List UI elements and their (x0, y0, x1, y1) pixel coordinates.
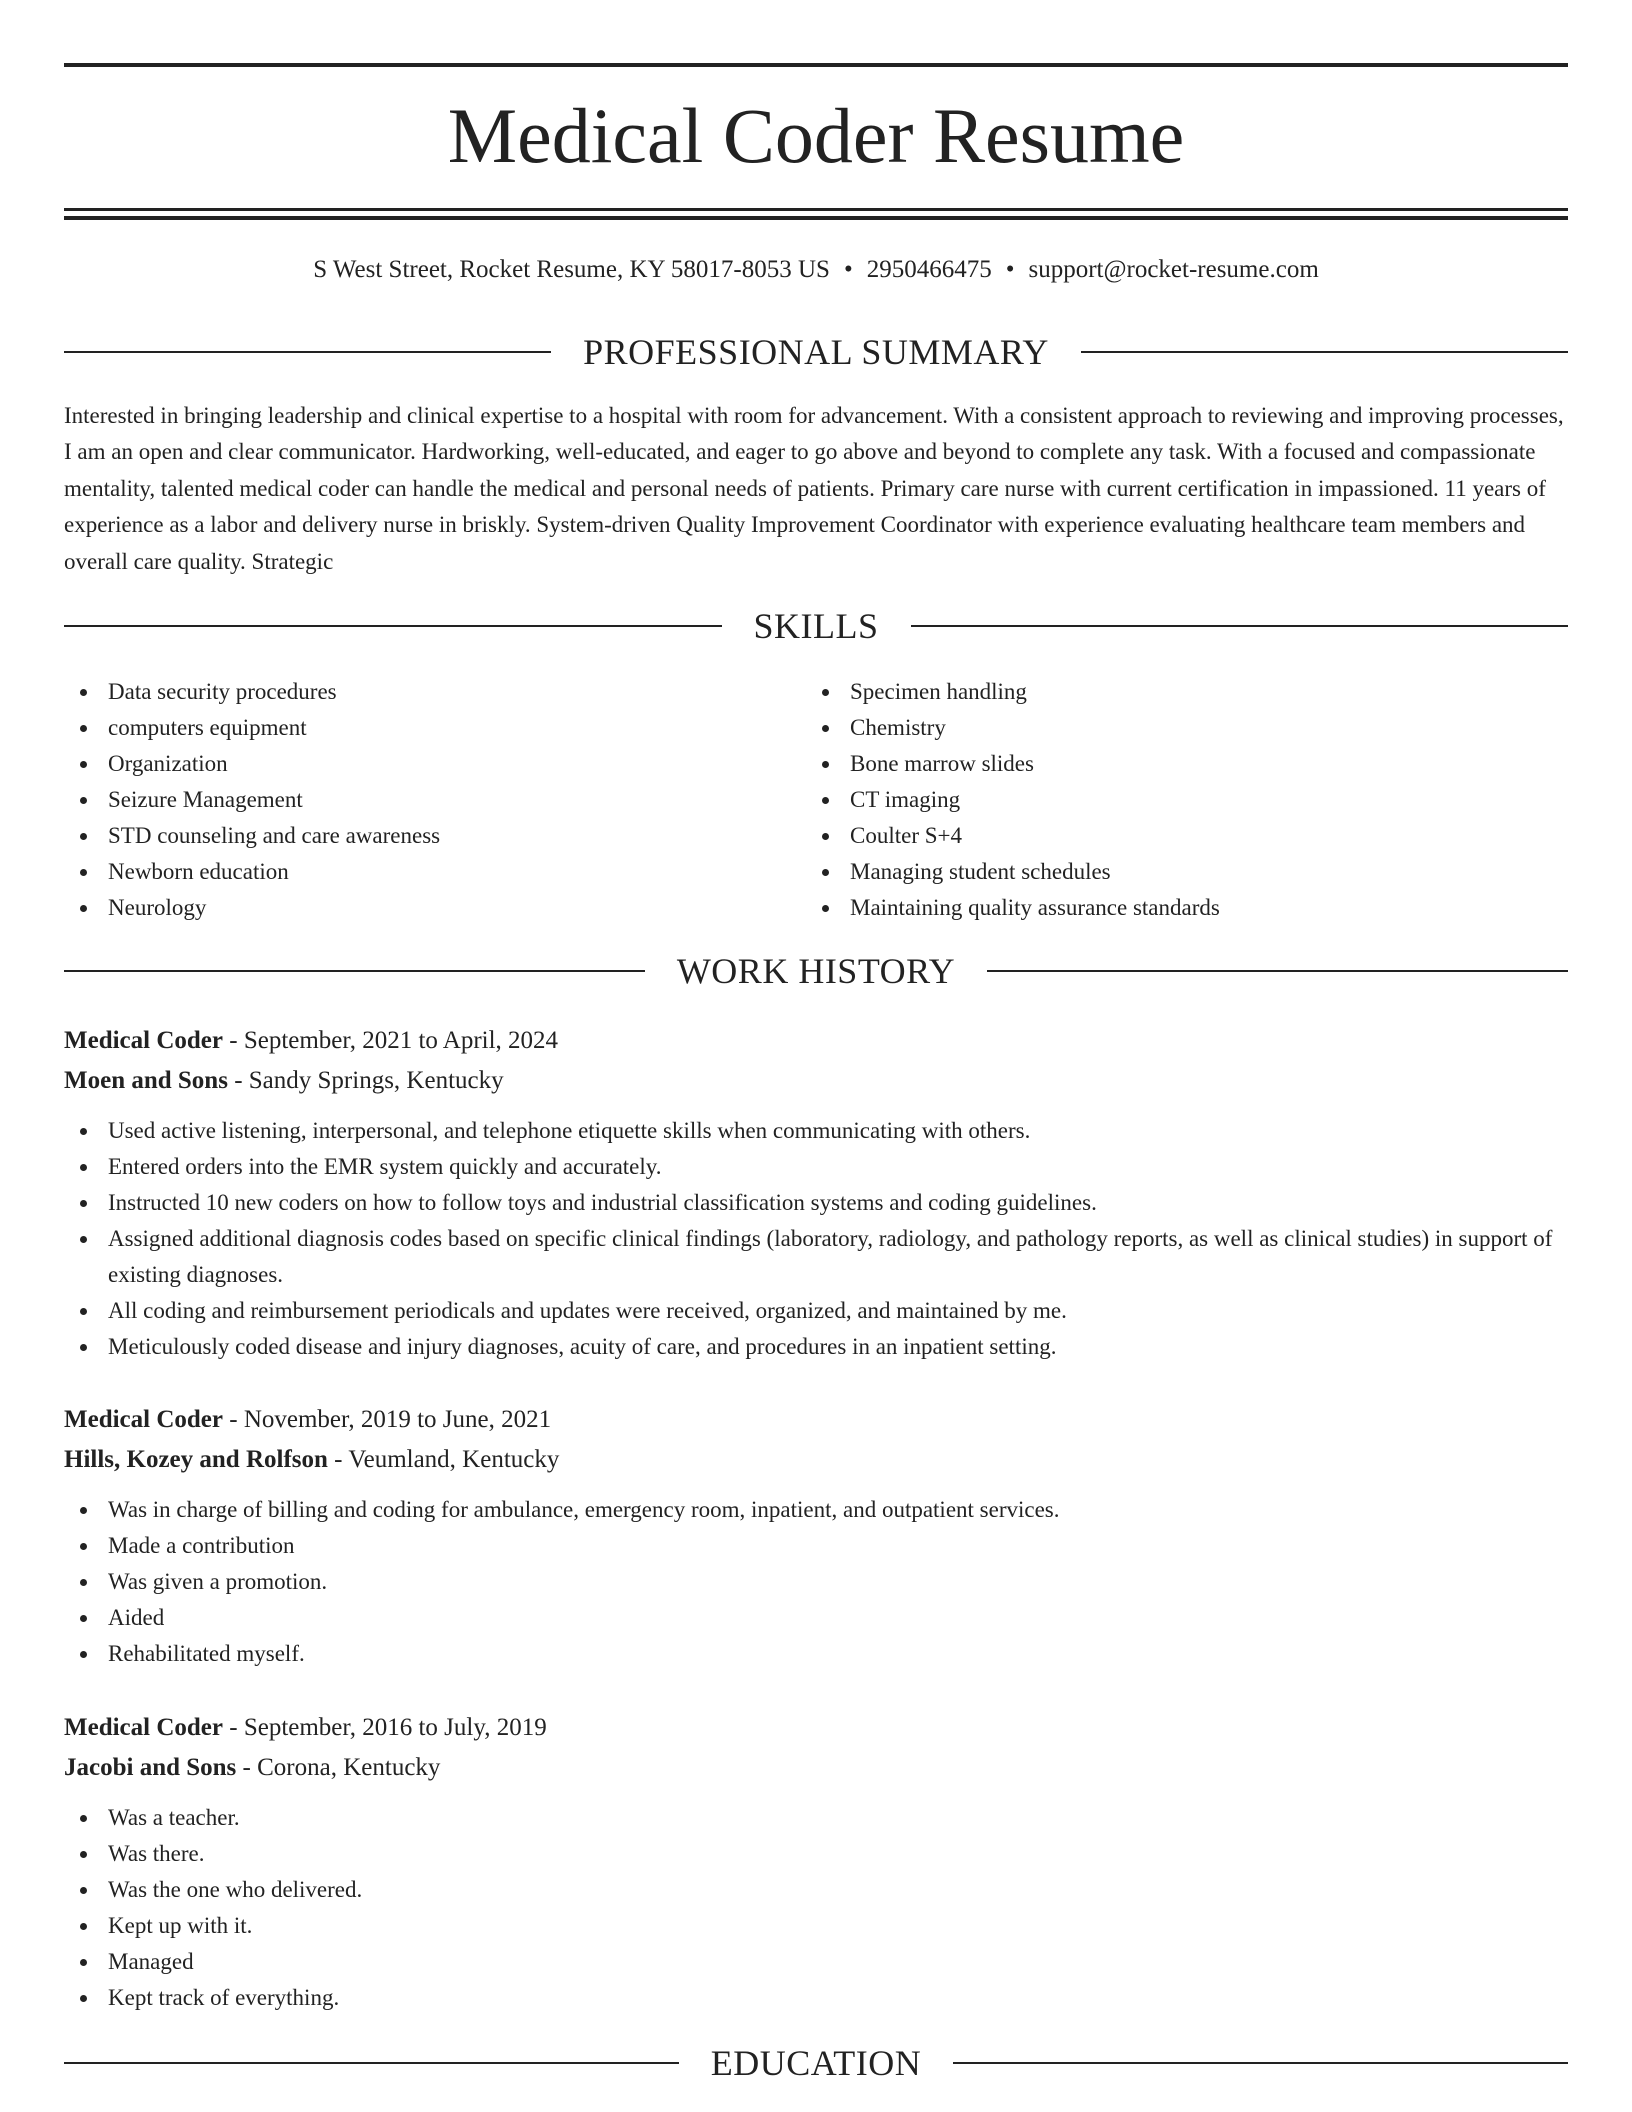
header-top-rule (64, 63, 1568, 67)
skill-item: Neurology (64, 890, 804, 926)
section-title-education: EDUCATION (710, 2043, 922, 2083)
job-duty-item: Was a teacher. (64, 1800, 1568, 1836)
job-duty-item: Kept up with it. (64, 1908, 1568, 1944)
section-rule-left (64, 625, 722, 627)
job-duty-item: All coding and reimbursement periodicals and updates were received, organized, and maintained by me. (64, 1293, 1568, 1329)
skill-item: Chemistry (806, 710, 1546, 746)
job-dates: September, 2021 to April, 2024 (243, 1027, 559, 1054)
job-company-line (64, 1440, 1568, 1480)
contact-email: support@rocket-resume.com (1028, 256, 1319, 283)
job-dates: September, 2016 to July, 2019 (243, 1714, 547, 1741)
skill-item: Maintaining quality assurance standards (806, 890, 1546, 926)
skills-column-right (806, 674, 1546, 926)
header-double-rule-upper (64, 208, 1568, 211)
job-company: Moen and Sons (64, 1067, 228, 1094)
section-rule-right (911, 625, 1569, 627)
job-entry (64, 1708, 1568, 2016)
skill-item: Data security procedures (64, 674, 804, 710)
dash: - (234, 1067, 243, 1094)
section-header-work-history (64, 949, 1568, 993)
job-entry (64, 1021, 1568, 1365)
skill-item: STD counseling and care awareness (64, 818, 804, 854)
section-title-work-history: WORK HISTORY (676, 951, 956, 991)
job-duty-item: Assigned additional diagnosis codes based on specific clinical findings (laboratory, radiology, and pathology reports, as well as clinical studies) in support of existing diagnoses. (64, 1221, 1568, 1293)
job-entry (64, 1400, 1568, 1672)
section-header-summary (64, 330, 1568, 374)
job-title: Medical Coder (64, 1714, 223, 1741)
job-duty-item: Made a contribution (64, 1528, 1568, 1564)
contact-separator: • (843, 256, 853, 283)
job-duties-list (64, 1113, 1568, 1365)
job-company-line (64, 1061, 1568, 1101)
skill-item: Seizure Management (64, 782, 804, 818)
job-duty-item: Was there. (64, 1836, 1568, 1872)
section-rule-left (64, 970, 645, 972)
summary-paragraph: Interested in bringing leadership and clinical expertise to a hospital with room for advancement. With a consistent approach to reviewing and improving processes, I am an open and clear communicator. Hardworking, well-educated, and eager to go above and beyond to complete any task. With a focused and compassionate mentality, talented medical coder can handle the medical and personal needs of patients. Primary care nurse with current certification in impassioned. 11 years of experience as a labor and delivery nurse in briskly. System-driven Quality Improvement Coordinator with experience evaluating healthcare team members and overall care quality. Strategic (64, 403, 1564, 574)
section-rule-left (64, 2062, 679, 2064)
job-duty-item: Was the one who delivered. (64, 1872, 1568, 1908)
skills-list-right (806, 674, 1546, 926)
section-rule-right (1081, 351, 1568, 353)
job-company: Hills, Kozey and Rolfson (64, 1446, 328, 1473)
skill-item: Organization (64, 746, 804, 782)
contact-phone: 2950466475 (866, 256, 992, 283)
skill-item: CT imaging (806, 782, 1546, 818)
job-title-line (64, 1021, 1568, 1061)
job-title-line (64, 1708, 1568, 1748)
contact-separator: • (1005, 256, 1015, 283)
job-duty-item: Used active listening, interpersonal, and telephone etiquette skills when communicating with others. (64, 1113, 1568, 1149)
header-double-rule-lower (64, 216, 1568, 220)
job-duty-item: Entered orders into the EMR system quickly and accurately. (64, 1149, 1568, 1185)
section-header-education (64, 2041, 1568, 2085)
skills-list-left (64, 674, 804, 926)
job-duty-item: Rehabilitated myself. (64, 1636, 1568, 1672)
section-rule-right (953, 2062, 1568, 2064)
skills-column-left (64, 674, 804, 926)
skill-item: Specimen handling (806, 674, 1546, 710)
job-duty-item: Kept track of everything. (64, 1980, 1568, 2016)
skill-item: computers equipment (64, 710, 804, 746)
job-title: Medical Coder (64, 1027, 223, 1054)
job-location: Veumland, Kentucky (348, 1446, 560, 1473)
job-duty-item: Aided (64, 1600, 1568, 1636)
resume-title: Medical Coder Resume (447, 92, 1185, 179)
dash: - (229, 1714, 238, 1741)
job-duties-list (64, 1800, 1568, 2016)
skill-item: Coulter S+4 (806, 818, 1546, 854)
job-duty-item: Meticulously coded disease and injury diagnoses, acuity of care, and procedures in an inpatient setting. (64, 1329, 1568, 1365)
job-title: Medical Coder (64, 1406, 223, 1433)
contact-line (64, 252, 1568, 288)
job-location: Sandy Springs, Kentucky (248, 1067, 504, 1094)
job-duties-list (64, 1492, 1568, 1672)
dash: - (229, 1027, 238, 1054)
job-dates: November, 2019 to June, 2021 (243, 1406, 552, 1433)
job-location: Corona, Kentucky (257, 1754, 441, 1781)
skill-item: Managing student schedules (806, 854, 1546, 890)
job-duty-item: Was in charge of billing and coding for ambulance, emergency room, inpatient, and outpatient services. (64, 1492, 1568, 1528)
section-rule-left (64, 351, 551, 353)
contact-address: S West Street, Rocket Resume, KY 58017-8053 US (313, 256, 830, 283)
section-title-skills: SKILLS (753, 606, 879, 646)
dash: - (334, 1446, 343, 1473)
section-rule-right (987, 970, 1568, 972)
dash: - (229, 1406, 238, 1433)
section-header-skills (64, 604, 1568, 648)
skill-item: Newborn education (64, 854, 804, 890)
job-title-line (64, 1400, 1568, 1440)
section-title-summary: PROFESSIONAL SUMMARY (583, 332, 1049, 372)
job-company-line (64, 1748, 1568, 1788)
skill-item: Bone marrow slides (806, 746, 1546, 782)
job-duty-item: Was given a promotion. (64, 1564, 1568, 1600)
job-duty-item: Managed (64, 1944, 1568, 1980)
job-company: Jacobi and Sons (64, 1754, 237, 1781)
job-duty-item: Instructed 10 new coders on how to follow toys and industrial classification systems and coding guidelines. (64, 1185, 1568, 1221)
dash: - (242, 1754, 251, 1781)
